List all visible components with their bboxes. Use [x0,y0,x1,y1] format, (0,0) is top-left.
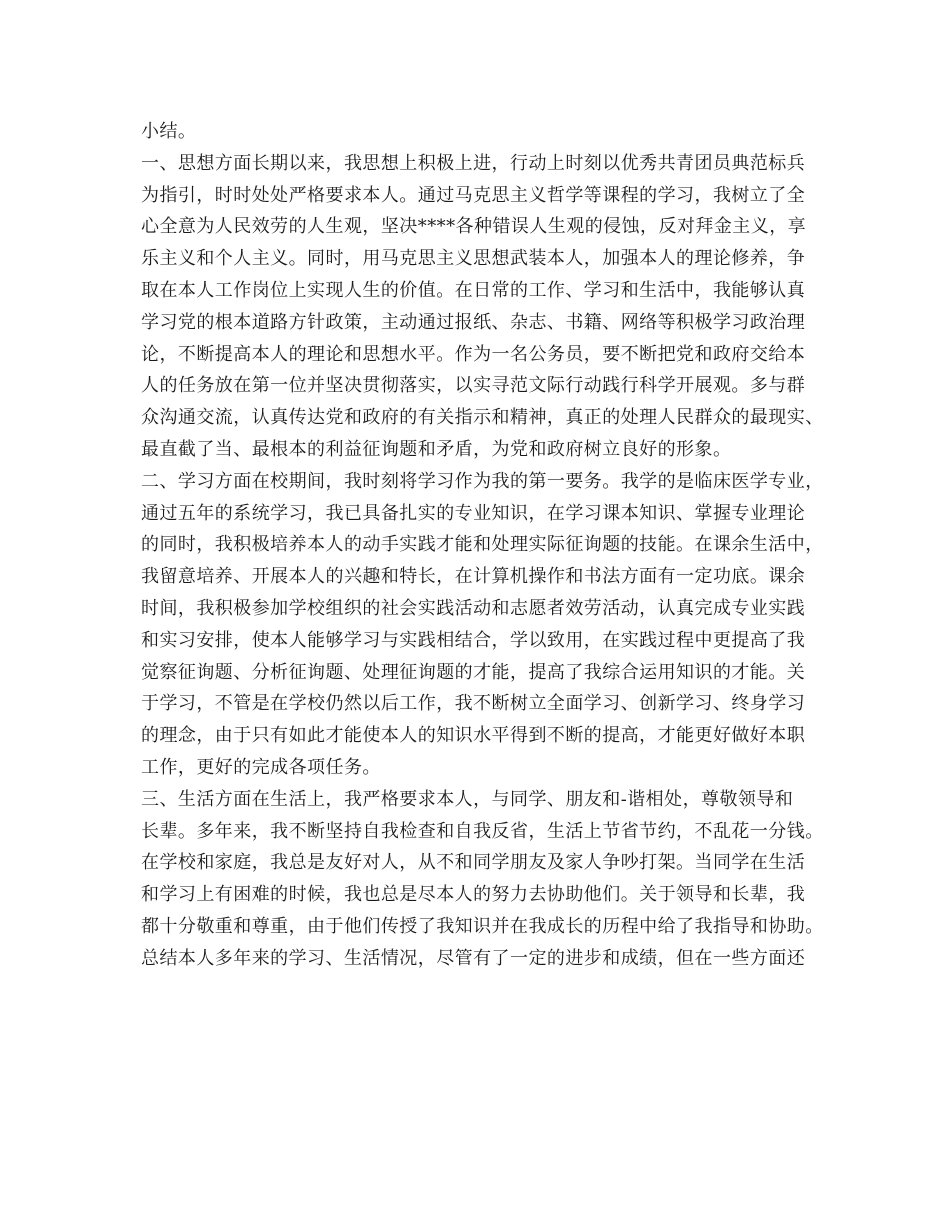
text-line: 取在本人工作岗位上实现人生的价值。在日常的工作、学习和生活中，我能够认真 [141,279,806,301]
text-line: 学习党的根本道路方针政策，主动通过报纸、杂志、书籍、网络等积极学习政治理 [141,311,806,333]
text-line: 三、生活方面在生活上，我严格要求本人，与同学、朋友和-谐相处，尊敬领导和 [141,788,794,810]
text-line: 和学习上有困难的时候，我也总是尽本人的努力去协助他们。关于领导和长辈，我 [141,884,806,906]
text-line: 最直截了当、最根本的利益征询题和矛盾，为党和政府树立良好的形象。 [141,438,732,460]
text-line: 工作，更好的完成各项任务。 [141,756,381,778]
text-line: 长辈。多年来，我不断坚持自我检查和自我反省，生活上节省节约，不乱花一分钱。 [141,820,824,842]
text-line: 一、思想方面长期以来，我思想上积极上进，行动上时刻以优秀共青团员典范标兵 [141,152,806,174]
text-line: 心全意为人民效劳的人生观，坚决****各种错误人生观的侵蚀，反对拜金主义，享 [141,216,807,238]
text-line: 于学习，不管是在学校仍然以后工作，我不断树立全面学习、创新学习、终身学习 [141,693,806,715]
text-line: 通过五年的系统学习，我已具备扎实的专业知识，在学习课本知识、掌握专业理论 [141,502,806,524]
text-line: 为指引，时时处处严格要求本人。通过马克思主义哲学等课程的学习，我树立了全 [141,184,806,206]
text-line: 时间，我积极参加学校组织的社会实践活动和志愿者效劳活动，认真完成专业实践 [141,597,806,619]
document-body [141,116,831,975]
text-line: 我留意培养、开展本人的兴趣和特长，在计算机操作和书法方面有一定功底。课余 [141,566,806,588]
text-line: 觉察征询题、分析征询题、处理征询题的才能，提高了我综合运用知识的才能。关 [141,661,806,683]
text-line: 在学校和家庭，我总是友好对人，从不和同学朋友及家人争吵打架。当同学在生活 [141,852,806,874]
text-line: 小结。 [141,121,197,142]
text-line: 的理念，由于只有如此才能使本人的知识水平得到不断的提高，才能更好做好本职 [141,725,806,747]
text-line: 都十分敬重和尊重，由于他们传授了我知识并在我成长的历程中给了我指导和协助。 [141,915,824,937]
text-line: 的同时，我积极培养本人的动手实践才能和处理实际征询题的技能。在课余生活中， [141,534,824,556]
text-line: 二、学习方面在校期间，我时刻将学习作为我的第一要务。我学的是临床医学专业， [141,470,824,492]
text-line: 和实习安排，使本人能够学习与实践相结合，学以致用，在实践过程中更提高了我 [141,629,806,651]
text-line: 众沟通交流，认真传达党和政府的有关指示和精神，真正的处理人民群众的最现实、 [141,407,824,429]
text-line: 人的任务放在第一位并坚决贯彻落实，以实寻范文际行动践行科学开展观。多与群 [141,375,806,397]
text-line: 乐主义和个人主义。同时，用马克思主义思想武装本人，加强本人的理论修养，争 [141,248,806,270]
text-line: 论，不断提高本人的理论和思想水平。作为一名公务员，要不断把党和政府交给本 [141,343,806,365]
text-line: 总结本人多年来的学习、生活情况，尽管有了一定的进步和成绩，但在一些方面还 [141,947,806,969]
